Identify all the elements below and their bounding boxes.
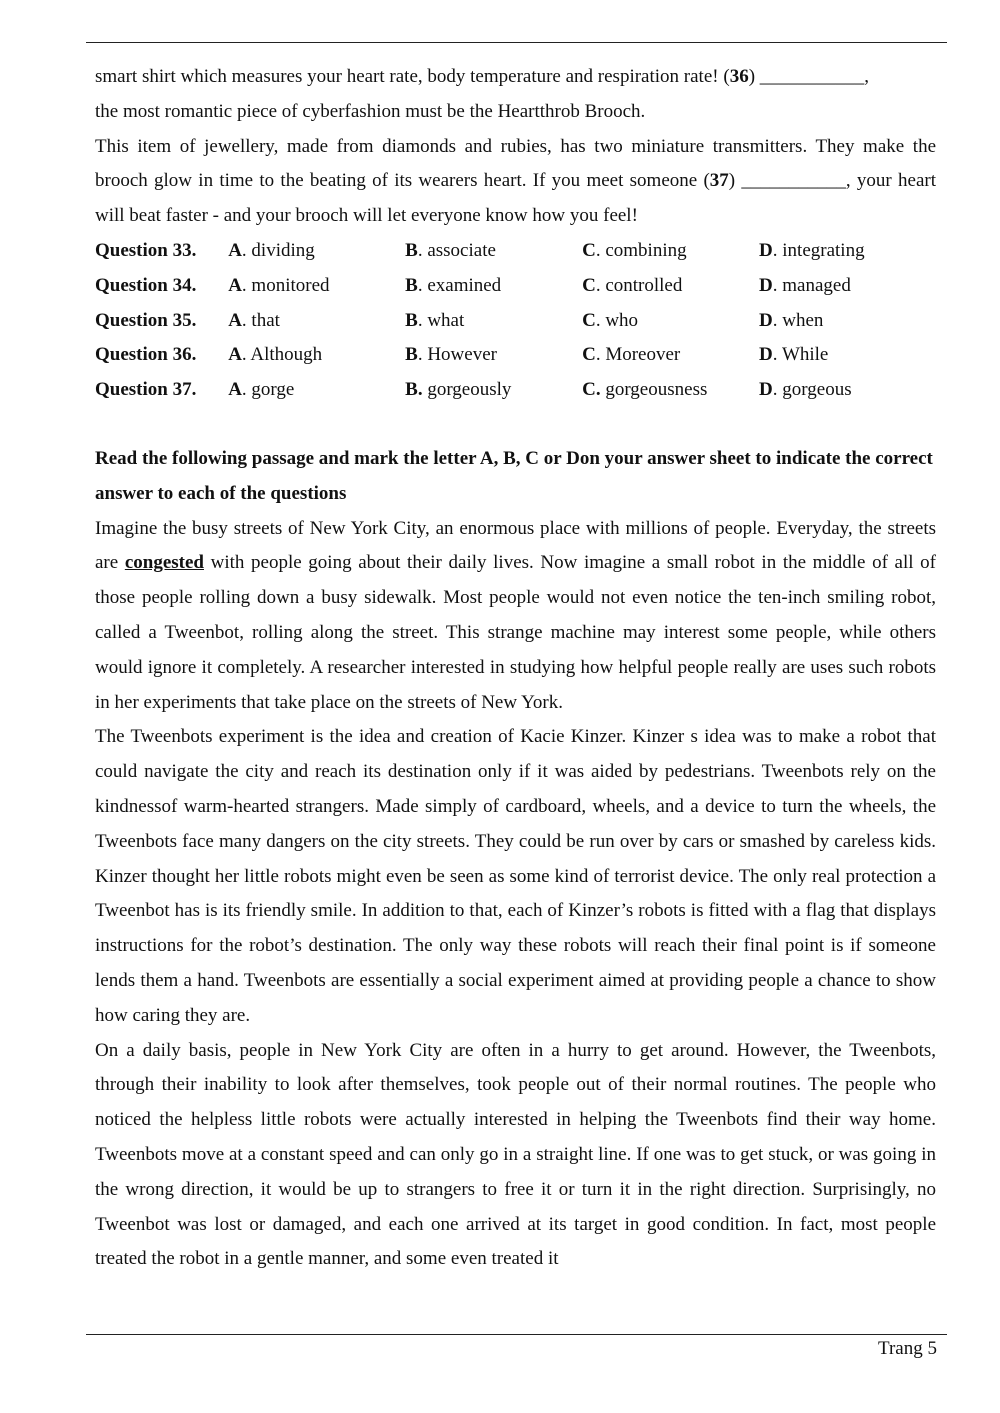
option-c: C. controlled	[582, 274, 683, 296]
option-b: B. associate	[405, 239, 496, 261]
option-b: B. gorgeously	[405, 379, 512, 401]
passage-paragraph-1: Imagine the busy streets of New York City, an enormous place with millions of people. Everyday, the streets are congested with people going about their daily lives. Now imagine a small robot in the middle of all of those people rolling down a busy sidewalk. Most people would not even notice the ten-inch smiling robot, called a Tweenbot, rolling along the street. This strange machine may interest some people, while others would ignore it completely. A researcher interested in studying how helpful people really are uses such robots in her experiments that take place on the streets of New York.	[95, 517, 936, 713]
section-instruction: Read the following passage and mark the letter A, B, C or Don your answer sheet to indicate the correct answer to each of the questions	[95, 447, 933, 504]
option-d: D. integrating	[759, 239, 865, 261]
cloze-paragraph-2: This item of jewellery, made from diamonds and rubies, has two miniature transmitters. They make the brooch glow in time to the beating of its wearers heart. If you meet someone (37) ___________, your heart will beat faster - and your brooch will let everyone know how you feel!	[95, 135, 936, 227]
passage-paragraph-3: On a daily basis, people in New York City are often in a hurry to get around. However, the Tweenbots, through their inability to look after themselves, took people out of their normal routines. The people who noticed the helpless little robots were actually interested in helping the Tweenbots find their way home. Tweenbots move at a constant speed and can only go in a straight line. If one was to get stuck, or was going in the wrong direction, it would be up to strangers to free it or turn it in the right direction. Surprisingly, no Tweenbot was lost or damaged, and each one arrived at its target in good condition. In fact, most people treated the robot in a gentle manner, and some even treated it	[95, 1039, 936, 1270]
question-row	[95, 234, 936, 269]
option-a: A. dividing	[228, 239, 315, 261]
option-a: A. monitored	[228, 274, 330, 296]
question-row	[95, 269, 936, 304]
question-label: Question 36.	[95, 344, 197, 366]
option-d: D. when	[759, 309, 824, 331]
option-a: A. that	[228, 309, 280, 331]
question-label: Question 33.	[95, 239, 197, 261]
underlined-word: congested	[124, 552, 204, 574]
option-a: A. Although	[228, 344, 323, 366]
question-row	[95, 338, 936, 373]
option-b: B. examined	[405, 274, 502, 296]
option-b: B. what	[405, 309, 465, 331]
question-label: Question 37.	[95, 379, 197, 401]
page-content	[95, 60, 936, 1277]
passage-paragraph-2: The Tweenbots experiment is the idea and creation of Kacie Kinzer. Kinzer s idea was to make a robot that could navigate the city and reach its destination only if it was aided by pedestrians. Tweenbots rely on the kindnessof warm-hearted strangers. Made simply of cardboard, wheels, and a device to turn the wheels, the Tweenbots face many dangers on the city streets. They could be run over by cars or smashed by careless kids. Kinzer thought her little robots might even be seen as some kind of terrorist device. The only real protection a Tweenbot has is its friendly smile. In addition to that, each of Kinzer’s robots is fitted with a flag that displays instructions for the robot’s destination. The only way these robots will reach their final point is if someone lends them a hand. Tweenbots are essentially a social experiment aimed at providing people a chance to show how caring they are.	[95, 726, 936, 1026]
question-list	[95, 234, 936, 408]
option-d: D. managed	[759, 274, 851, 296]
option-c: C. who	[582, 309, 639, 331]
option-d: D. While	[759, 344, 829, 366]
question-label: Question 34.	[95, 274, 197, 296]
option-b: B. However	[405, 344, 497, 366]
option-c: C. Moreover	[582, 344, 681, 366]
option-c: C. combining	[582, 239, 687, 261]
question-row	[95, 304, 936, 339]
cloze-line-1: smart shirt which measures your heart rate, body temperature and respiration rate! (36) ___________,	[95, 66, 870, 87]
option-a: A. gorge	[228, 379, 295, 401]
footer-rule	[86, 1334, 947, 1335]
question-label: Question 35.	[95, 309, 197, 331]
page-number: Trang 5	[878, 1338, 937, 1359]
question-row	[95, 373, 936, 408]
header-rule	[86, 42, 947, 43]
option-d: D. gorgeous	[759, 379, 852, 401]
cloze-line-2: the most romantic piece of cyberfashion must be the Heartthrob Brooch.	[95, 100, 646, 122]
option-c: C. gorgeousness	[582, 379, 708, 401]
